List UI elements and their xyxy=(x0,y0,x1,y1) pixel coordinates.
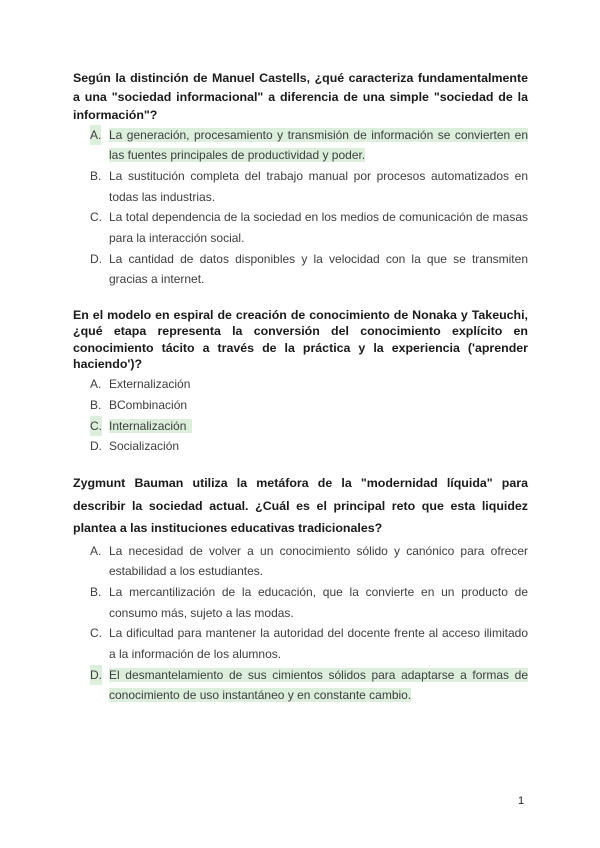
option-1b[interactable] xyxy=(73,166,528,207)
option-letter: C. xyxy=(90,416,102,437)
option-text: La generación, procesamiento y transmisión de información se convierten en las fuentes principales de productividad y poder. xyxy=(109,127,528,163)
option-2c[interactable] xyxy=(73,416,528,437)
option-letter: B. xyxy=(90,584,102,599)
question-1-title: Según la distinción de Manuel Castells, ¿qué caracteriza fundamentalmente a una "sociedad informacional" a diferencia de una simple "sociedad de la información"? xyxy=(73,71,528,122)
option-letter: A. xyxy=(90,543,102,558)
option-letter: A. xyxy=(90,377,102,392)
question-1-options xyxy=(73,125,528,291)
option-2d[interactable] xyxy=(73,436,528,457)
option-2b[interactable] xyxy=(73,395,528,416)
option-letter: C. xyxy=(90,626,102,641)
option-letter: D. xyxy=(90,665,102,686)
option-text: BCombinación xyxy=(109,397,188,412)
option-text: La necesidad de volver a un conocimiento sólido y canónico para ofrecer estabilidad a los estudiantes. xyxy=(109,543,528,579)
option-text: La cantidad de datos disponibles y la velocidad con la que se transmiten gracias a internet. xyxy=(109,251,528,287)
question-2 xyxy=(73,307,528,457)
option-text: Externalización xyxy=(109,377,191,392)
option-text: Internalización xyxy=(109,419,192,433)
question-2-title: En el modelo en espiral de creación de conocimiento de Nonaka y Takeuchi, ¿qué etapa representa la conversión del conocimiento explícito en conocimiento tácito a través de la práctica y la experiencia ('aprender haciendo')? xyxy=(73,308,528,371)
option-text: La mercantilización de la educación, que la convierte en un producto de consumo más, sujeto a las modas. xyxy=(109,584,528,620)
question-3 xyxy=(73,472,528,706)
question-3-options xyxy=(73,541,528,707)
option-letter: A. xyxy=(90,125,101,146)
option-letter: C. xyxy=(90,210,102,225)
option-letter: B. xyxy=(90,397,102,412)
option-text: La sustitución completa del trabajo manual por procesos automatizados en todas las industrias. xyxy=(109,168,528,204)
option-letter: D. xyxy=(90,439,102,454)
question-1 xyxy=(73,69,528,290)
option-3a[interactable] xyxy=(73,541,528,582)
option-1c[interactable] xyxy=(73,207,528,248)
option-1a[interactable] xyxy=(73,125,528,166)
option-3c[interactable] xyxy=(73,623,528,664)
page-number: 1 xyxy=(518,795,525,807)
option-text: El desmantelamiento de sus cimientos sólidos para adaptarse a formas de conocimiento de uso instantáneo y en constante cambio. xyxy=(109,667,528,703)
option-1d[interactable] xyxy=(73,249,528,290)
question-3-title: Zygmunt Bauman utiliza la metáfora de la "modernidad líquida" para describir la sociedad actual. ¿Cuál es el principal reto que esta liquidez plantea a las instituciones educativas tradicionales? xyxy=(73,476,528,535)
option-letter: B. xyxy=(90,168,102,183)
option-text: La dificultad para mantener la autoridad del docente frente al acceso ilimitado a la información de los alumnos. xyxy=(109,626,528,662)
option-letter: D. xyxy=(90,251,102,266)
option-2a[interactable] xyxy=(73,374,528,395)
option-3d[interactable] xyxy=(73,665,528,706)
option-text: La total dependencia de la sociedad en los medios de comunicación de masas para la interacción social. xyxy=(109,210,528,246)
question-2-options xyxy=(73,374,528,457)
option-text: Socialización xyxy=(109,439,180,454)
option-3b[interactable] xyxy=(73,582,528,623)
